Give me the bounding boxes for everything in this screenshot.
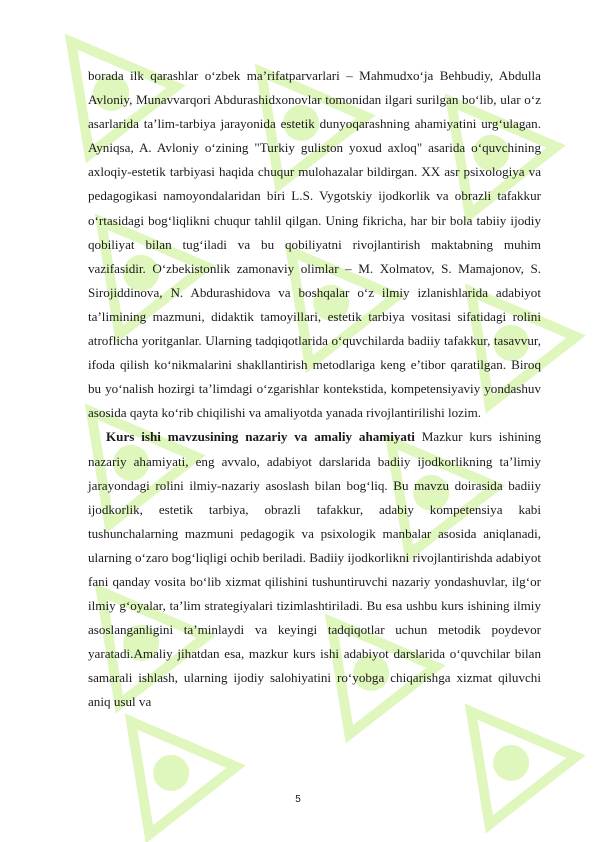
section-heading: Kurs ishi mavzusining nazariy va amaliy ahamiyati: [106, 429, 415, 445]
section-text: Mazkur kurs ishining nazariy ahamiyati, eng avvalo, adabiyot darslarida badiiy ijodkorlikning ta’limiy jarayondagi rolini ilmiy-nazariy asoslash bilan bog‘liq. Bu mavzu doirasida badiiy ijodkorlik, estetik tarbiya, obrazli tafakkur, adabiy kompetensiya kabi tushunchalarning mazmuni pedagogik va psixologik manbalar asosida aniqlanadi, ularning o‘zaro bog‘liqligi ochib beriladi. Badiiy ijodkorlikni rivojlantirishda adabiyot fani qanday vosita bo‘lib xizmat qilishini tushuntiruvchi nazariy yondashuvlar, ilg‘or ilmiy g‘oyalar, ta’lim strategiyalari tizimlashtiriladi. Bu esa ushbu kurs ishining ilmiy asoslanganligini ta’minlaydi va keyingi tadqiqotlar uchun metodik poydevor yaratadi.Amaliy jihatdan esa, mazkur kurs ishi adabiyot darslarida o‘quvchilar bilan samarali ishlash, ularning ijodiy salohiyatini ro‘yobga chiqarishga xizmat qiluvchi aniq usul va: [88, 429, 541, 710]
page-body: [88, 64, 541, 715]
body-paragraph: borada ilk qarashlar o‘zbek ma’rifatparvarlari – Mahmudxo‘ja Behbudiy, Abdulla Avloniy, Munavvarqori Abdurashidxonovlar tomonidan ilgari surilgan bo‘lib, ular o‘z asarlarida ta’lim-tarbiya jarayonida estetik dunyoqarashning ahamiyatini urg‘ulagan. Ayniqsa, A. Avloniy o‘zining "Turkiy guliston yoxud axloq" asarida o‘quvchining axloqiy-estetik tarbiyasi haqida chuqur mulohazalar bildirgan. XX asr psixologiya va pedagogikasi namoyondalaridan biri L.S. Vygotskiy ijodkorlik va obrazli tafakkur o‘rtasidagi bog‘liqlikni chuqur tahlil qilgan. Uning fikricha, har bir bola tabiiy ijodiy qobiliyat bilan tug‘iladi va bu qobiliyatni rivojlantirish maktabning muhim vazifasidir. O‘zbekistonlik zamonaviy olimlar – M. Xolmatov, S. Mamajonov, S. Sirojiddinova, N. Abdurashidova va boshqalar o‘z ilmiy izlanishlarida adabiyot ta’limining mazmuni, didaktik tamoyillari, estetik tarbiya vositasi sifatidagi rolini atroflicha yoritganlar. Ularning tadqiqotlarida o‘quvchilarda badiiy tafakkur, tasavvur, ifoda qilish ko‘nikmalarini shakllantirish metodlariga keng e’tibor qaratilgan. Biroq bu yo‘nalish hozirgi ta’limdagi o‘zgarishlar kontekstida, kompetensiyaviy yondashuv asosida qayta ko‘rib chiqilishi va amaliyotda yanada rivojlantirilishi lozim.: [88, 68, 541, 421]
section-paragraph: [88, 425, 541, 714]
page-number: 5: [295, 794, 301, 805]
